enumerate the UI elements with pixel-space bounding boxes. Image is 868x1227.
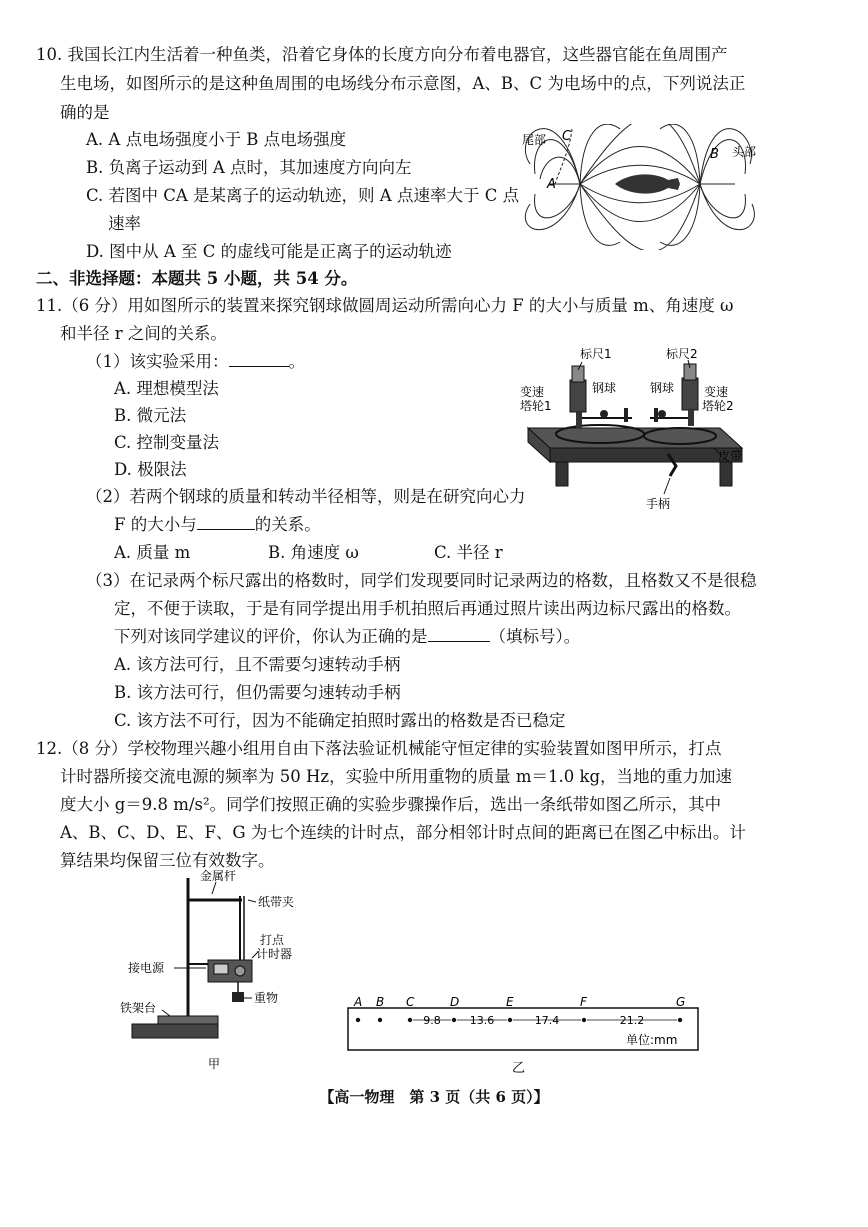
tape-distance-label: 21.2 (619, 1014, 645, 1027)
q12-line-2: 计时器所接交流电源的频率为 50 Hz，实验中所用重物的质量 m＝1.0 kg，当地的重力加速 (60, 767, 733, 786)
section-2-heading: 二、非选择题：本题共 5 小题，共 54 分。 (36, 269, 358, 288)
figure-a-caption: 甲 (208, 1057, 221, 1071)
tape-point-c (408, 1018, 412, 1022)
q10-stem-line-2: 生电场，如图所示的是这种鱼周围的电场线分布示意图，A、B、C 为电场中的点，下列说法正 (60, 74, 746, 93)
tape-point-label-a: A (354, 996, 363, 1009)
timer-label-1: 打点 (260, 933, 285, 947)
tape-distance-label: 9.8 (423, 1014, 441, 1027)
q10-option-c: C. 若图中 CA 是某离子的运动轨迹，则 A 点速率大于 C 点 (86, 186, 520, 205)
q12-line-3: 度大小 g＝9.8 m/s²。同学们按照正确的实验步骤操作后，选出一条纸带如图乙所示，其中 (60, 795, 722, 814)
q11-part2-end: 的关系。 (254, 515, 321, 534)
tape-point-label-b: B (376, 996, 385, 1009)
wheel-1-label-a: 变速 (520, 385, 545, 399)
ball-1-label: 钢球 (592, 381, 617, 395)
electric-field-figure (520, 124, 770, 250)
q11-part3-line-1: （3）在记录两个标尺露出的格数时，同学们发现要同时记录两边的格数，且格数又不是很稳 (86, 571, 757, 590)
q11-p2-option-b: B. 角速度 ω (268, 543, 359, 562)
fish-head-label: 头部 (732, 145, 757, 159)
point-a-label: A (547, 177, 556, 192)
ball-2-label: 钢球 (650, 381, 675, 395)
q12-line-4: A、B、C、D、E、F、G 为七个连续的计时点，部分相邻计时点间的距离已在图乙中标出。计 (60, 823, 746, 842)
answer-blank-1[interactable] (229, 352, 289, 367)
belt-label: 皮带 (718, 449, 743, 463)
wheel-2-label-a: 变速 (704, 385, 729, 399)
page-footer: 【高一物理 第 3 页（共 6 页）】 (319, 1088, 549, 1106)
q11-p1-option-b: B. 微元法 (114, 406, 187, 425)
q11-p2-option-a: A. 质量 m (114, 543, 191, 562)
fish-tail-label: 尾部 (522, 133, 547, 147)
q11-part3-line-3 (114, 626, 580, 648)
tape-distance-label: 13.6 (469, 1014, 495, 1027)
tape-clip-label: 纸带夹 (258, 895, 295, 909)
paper-tape-figure (340, 996, 710, 1076)
weight-label: 重物 (254, 991, 279, 1005)
q11-part1-text: （1）该实验采用： (86, 352, 229, 371)
timer-label-2: 计时器 (256, 947, 293, 961)
metal-rod-label: 金属杆 (200, 869, 237, 883)
q10-option-c-cont: 速率 (108, 214, 141, 233)
q11-part2-line-2 (114, 514, 321, 536)
q11-p3-option-b: B. 该方法可行，但仍需要匀速转动手柄 (114, 683, 401, 702)
point-c-label: C (562, 129, 572, 144)
ruler-1-label: 标尺1 (580, 347, 612, 361)
tape-point-label-e: E (506, 996, 514, 1009)
point-b-label: B (710, 147, 719, 162)
tape-point-e (508, 1018, 512, 1022)
q11-p1-option-c: C. 控制变量法 (114, 433, 220, 452)
tape-point-d (452, 1018, 456, 1022)
handle-label: 手柄 (646, 497, 671, 511)
q10-stem-line-3: 确的是 (60, 103, 110, 122)
answer-blank-2[interactable] (197, 515, 255, 530)
q11-p3-option-c: C. 该方法不可行，因为不能确定拍照时露出的格数是否已稳定 (114, 711, 566, 730)
power-label: 接电源 (128, 961, 165, 975)
q11-p1-option-d: D. 极限法 (114, 460, 187, 479)
tape-point-label-d: D (450, 996, 460, 1009)
q10-option-a: A. A 点电场强度小于 B 点电场强度 (86, 130, 347, 149)
tape-point-g (678, 1018, 682, 1022)
tape-point-label-c: C (406, 996, 415, 1009)
q11-part1-end: 。 (288, 352, 305, 371)
answer-blank-3[interactable] (428, 627, 490, 642)
q11-stem-line-2: 和半径 r 之间的关系。 (60, 324, 227, 343)
q11-p2-option-c: C. 半径 r (434, 543, 503, 562)
q11-stem-line-1: 11.（6 分）用如图所示的装置来探究钢球做圆周运动所需向心力 F 的大小与质量 m、角速度 ω (36, 296, 734, 315)
q12-line-1: 12.（8 分）学校物理兴趣小组用自由下落法验证机械能守恒定律的实验装置如图甲所示，打点 (36, 739, 722, 758)
q11-part3-end: （填标号）。 (489, 627, 581, 646)
q11-p3-option-a: A. 该方法可行，且不需要匀速转动手柄 (114, 655, 401, 674)
tape-point-b (378, 1018, 382, 1022)
tape-point-label-f: F (580, 996, 587, 1009)
q11-part1 (86, 351, 305, 373)
q10-stem-line-1: 10. 我国长江内生活着一种鱼类，沿着它身体的长度方向分布着电器官，这些器官能在鱼周围产 (36, 45, 728, 64)
centripetal-apparatus-figure (520, 344, 760, 516)
q10-option-b: B. 负离子运动到 A 点时，其加速度方向向左 (86, 158, 412, 177)
wheel-2-label-b: 塔轮2 (702, 399, 734, 413)
q11-part2-line-1: （2）若两个钢球的质量和转动半径相等，则是在研究向心力 (86, 487, 526, 506)
tape-point-a (356, 1018, 360, 1022)
q11-part2-text: F 的大小与 (114, 515, 197, 534)
q10-option-d: D. 图中从 A 至 C 的虚线可能是正离子的运动轨迹 (86, 242, 452, 261)
q11-part3-line-2: 定，不便于读取，于是有同学提出用手机拍照后再通过照片读出两边标尺露出的格数。 (114, 599, 741, 618)
tape-point-label-g: G (676, 996, 686, 1009)
tape-unit-label: 单位:mm (626, 1033, 678, 1047)
figure-b-caption: 乙 (512, 1061, 526, 1076)
q11-part3-text: 下列对该同学建议的评价，你认为正确的是 (114, 627, 428, 646)
ruler-2-label: 标尺2 (666, 347, 698, 361)
free-fall-apparatus-figure (118, 868, 318, 1074)
tape-distance-label: 17.4 (534, 1014, 560, 1027)
q12-line-5: 算结果均保留三位有效数字。 (60, 851, 275, 870)
wheel-1-label-b: 塔轮1 (520, 399, 552, 413)
q11-p1-option-a: A. 理想模型法 (114, 379, 219, 398)
tape-point-f (582, 1018, 586, 1022)
iron-stand-label: 铁架台 (120, 1001, 157, 1015)
